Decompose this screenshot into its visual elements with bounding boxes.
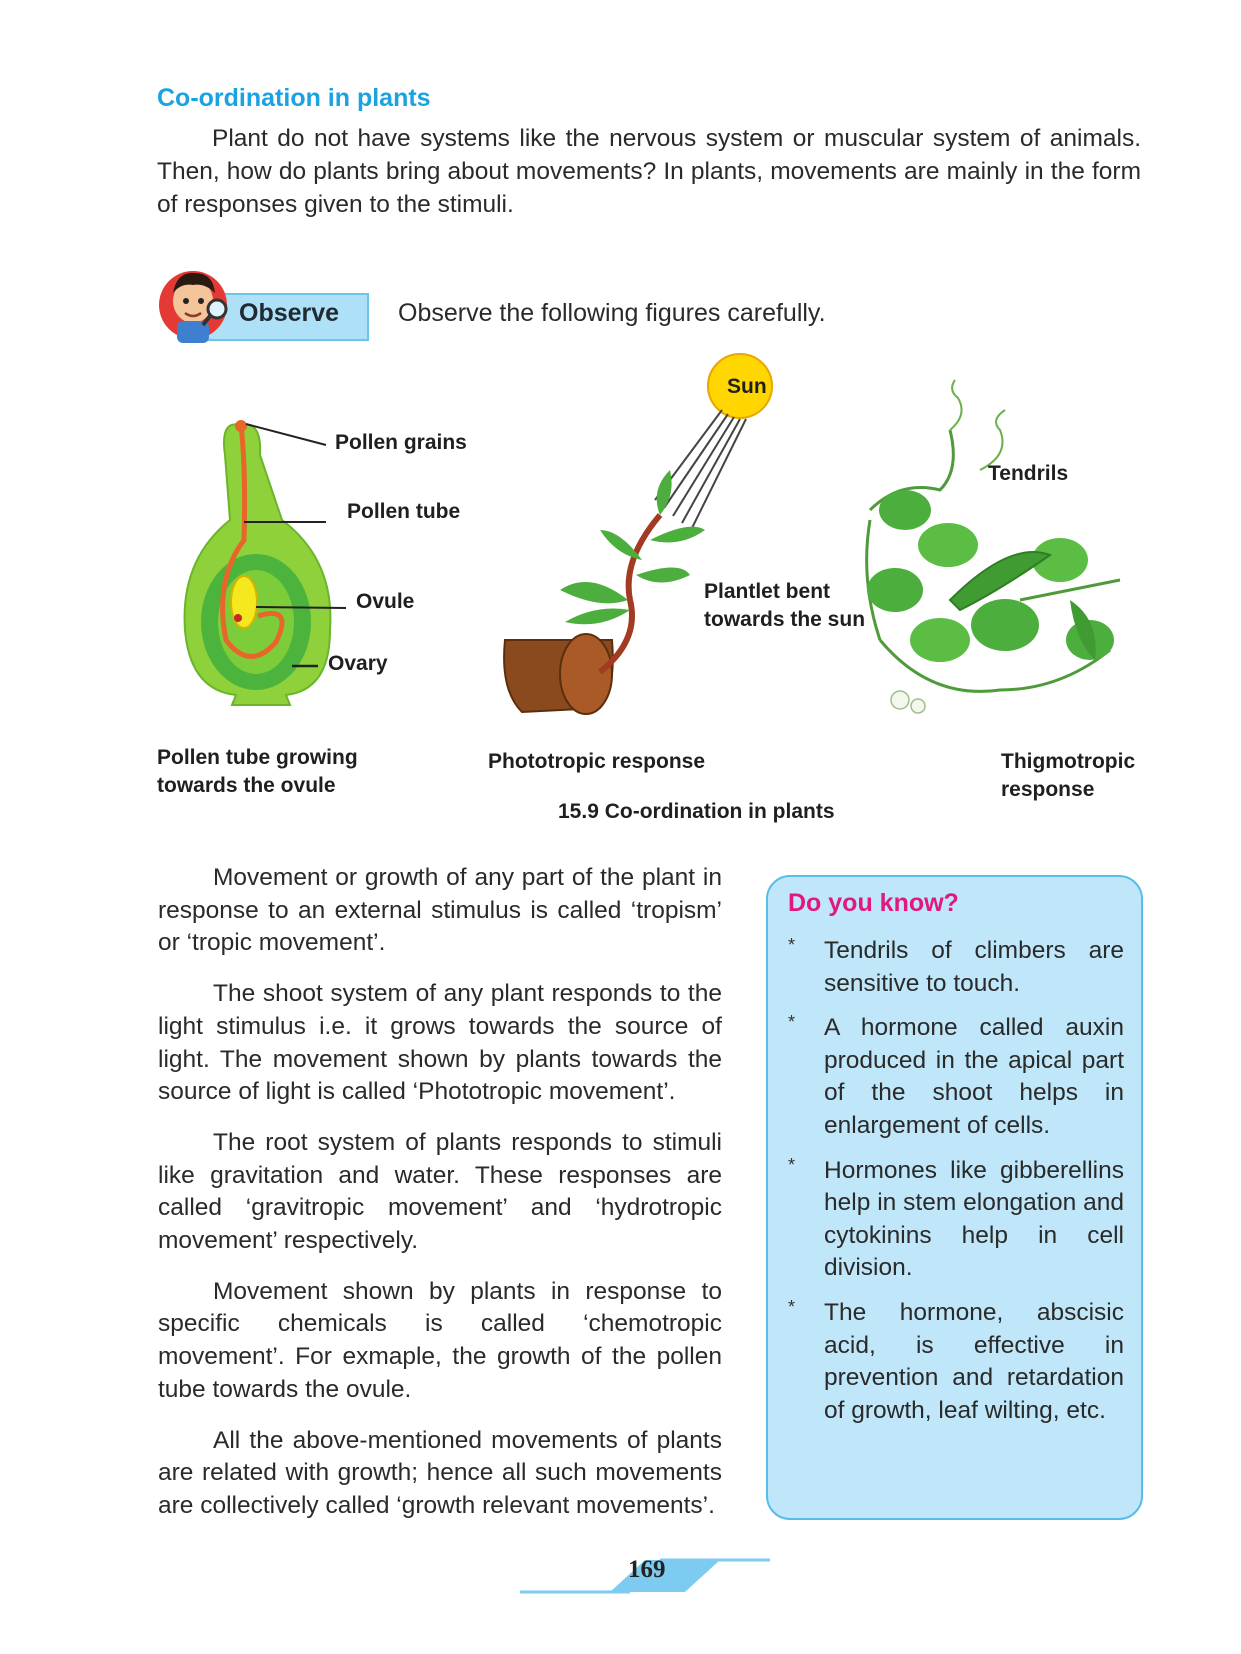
body-text-column <box>158 862 722 1541</box>
body-paragraph-2: The shoot system of any plant responds to the light stimulus i.e. it grows towards the source of light. The movement shown by plants towards the source of light is called ‘Phototropic movement’. <box>158 980 722 1106</box>
label-ovary: Ovary <box>328 652 388 675</box>
caption-thigmotropic-line1: Thigmotropic <box>1001 750 1136 773</box>
body-paragraph-5: All the above-mentioned movements of plants are related with growth; hence all such movements are collectively called ‘growth relevant movements’. <box>158 1426 722 1519</box>
caption-pollen-tube-line2: towards the ovule <box>157 774 336 797</box>
label-pollen-tube: Pollen tube <box>347 500 461 523</box>
bullet-star-icon: * <box>788 1012 796 1033</box>
do-you-know-item <box>788 1155 1124 1285</box>
body-paragraph-1: Movement or growth of any part of the plant in response to an external stimulus is called ‘tropism’ or ‘tropic movement’. <box>158 864 722 957</box>
bullet-star-icon: * <box>788 935 796 955</box>
pistil-illustration <box>185 420 346 705</box>
phototropism-illustration <box>504 354 772 714</box>
bullet-star-icon: * <box>788 1154 796 1175</box>
label-tendrils: Tendrils <box>988 462 1069 485</box>
caption-pollen-tube <box>157 744 358 800</box>
label-pollen-grains: Pollen grains <box>335 431 467 454</box>
do-you-know-title: Do you know? <box>788 889 959 917</box>
caption-phototropic: Phototropic response <box>488 750 706 773</box>
do-you-know-list <box>788 935 1124 1439</box>
intro-paragraph: Plant do not have systems like the nervous system or muscular system of animals. Then, how do plants bring about movements? In plants, movements are mainly in the form of responses given to the stimuli. <box>157 125 1141 218</box>
body-paragraph-4: Movement shown by plants in response to specific chemicals is called ‘chemotropic movement’. For exmaple, the growth of the pollen tube towards the ovule. <box>158 1277 722 1403</box>
do-you-know-box <box>766 875 1143 1520</box>
caption-pollen-tube-line1: Pollen tube growing <box>157 746 358 769</box>
do-you-know-item-text: The hormone, abscisic acid, is effective in prevention and retardation of growth, leaf wilting, etc. <box>824 1298 1124 1424</box>
bullet-star-icon: * <box>788 1296 796 1317</box>
body-paragraph-3: The root system of plants responds to stimuli like gravitation and water. These responses are called ‘gravitropic movement’ and ‘hydrotropic movement’ respectively. <box>158 1128 722 1255</box>
do-you-know-item <box>788 1012 1124 1142</box>
section-title: Co-ordination in plants <box>157 84 431 112</box>
label-plantlet-line2: towards the sun <box>704 608 866 631</box>
caption-thigmotropic <box>1001 748 1135 804</box>
climber-illustration <box>867 380 1120 713</box>
label-ovule: Ovule <box>356 590 415 613</box>
do-you-know-item <box>788 1297 1124 1427</box>
caption-thigmotropic-line2: response <box>1001 778 1095 801</box>
label-sun: Sun <box>727 375 767 398</box>
do-you-know-item-text: A hormone called auxin produced in the apical part of the shoot helps in enlargement of cells. <box>824 1014 1124 1139</box>
observe-label: Observe <box>239 299 340 327</box>
page-number: 169 <box>628 1556 666 1583</box>
label-plantlet-line1: Plantlet bent <box>704 580 831 603</box>
do-you-know-item-text: Hormones like gibberellins help in stem elongation and cytokinins help in cell division. <box>824 1156 1124 1282</box>
observe-instruction: Observe the following figures carefully. <box>398 299 826 327</box>
figure-caption: 15.9 Co-ordination in plants <box>558 800 835 823</box>
do-you-know-item-text: Tendrils of climbers are sensitive to touch. <box>824 937 1124 997</box>
do-you-know-item <box>788 935 1124 1000</box>
figure-illustrations <box>0 0 1241 760</box>
